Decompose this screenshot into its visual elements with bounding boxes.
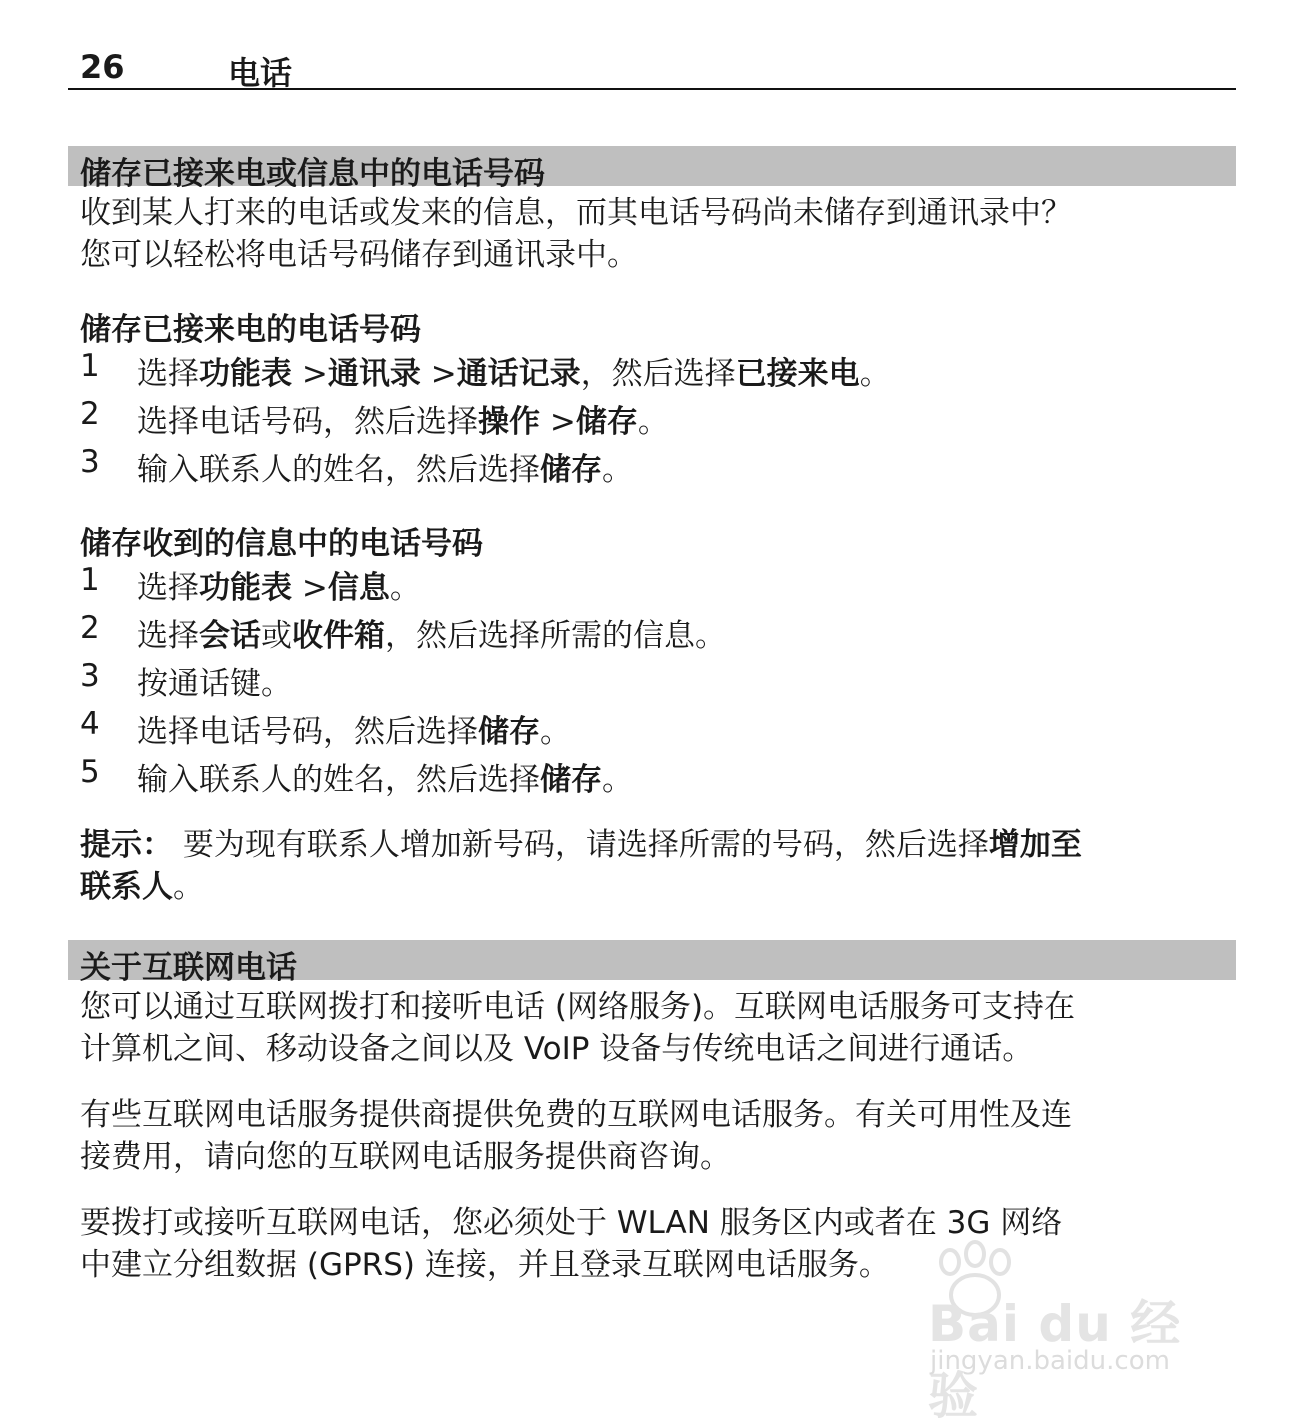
keyword: 储存 bbox=[540, 452, 602, 488]
step-number: 2 bbox=[80, 610, 100, 646]
tip-paragraph: 提示： 要为现有联系人增加新号码，请选择所需的号码，然后选择增加至 联系人。 bbox=[80, 827, 1082, 905]
intro-line-1: 收到某人打来的电话或发来的信息，而其电话号码尚未储存到通讯录中？ bbox=[80, 195, 1072, 231]
watermark-brand: Bai du 经验 bbox=[928, 1295, 1182, 1425]
step-number: 3 bbox=[80, 444, 100, 480]
keyword: 信息 bbox=[327, 570, 390, 606]
step-item bbox=[80, 444, 1230, 488]
step-number: 3 bbox=[80, 658, 100, 694]
paragraph: 要拨打或接听互联网电话，您必须处于 WLAN 服务区内或者在 3G 网络 中建立分组数据 (GPRS) 连接，并且登录互联网电话服务。 bbox=[80, 1205, 1063, 1283]
section-title: 关于互联网电话 bbox=[80, 950, 297, 986]
page-header bbox=[68, 44, 1236, 90]
step-text: 输入联系人的姓名，然后选择储存。 bbox=[137, 452, 633, 488]
keyword: 会话 bbox=[199, 618, 261, 654]
section-title: 储存已接来电或信息中的电话号码 bbox=[80, 156, 545, 192]
subheading-received-calls: 储存已接来电的电话号码 bbox=[80, 312, 421, 348]
keyword: 功能表 bbox=[199, 570, 292, 606]
step-text: 输入联系人的姓名，然后选择储存。 bbox=[137, 762, 633, 798]
keyword: 操作 bbox=[478, 404, 540, 440]
section-heading-save-number bbox=[68, 146, 1236, 192]
keyword: 通讯录 bbox=[327, 356, 421, 392]
keyword: 联系人 bbox=[80, 869, 173, 905]
step-text: 选择功能表 >信息。 bbox=[137, 570, 421, 606]
section-heading-internet-calls bbox=[68, 940, 1236, 986]
tip-text: 要为现有联系人增加新号码，请选择所需的号码，然后选择 bbox=[182, 827, 989, 863]
step-text: 选择功能表 >通讯录 >通话记录，然后选择已接来电。 bbox=[137, 356, 891, 392]
step-item bbox=[80, 348, 1230, 392]
intro-paragraph bbox=[80, 192, 1230, 276]
page-number: 26 bbox=[80, 48, 125, 86]
step-number: 2 bbox=[80, 396, 100, 432]
tip-label: 提示： bbox=[80, 827, 173, 863]
step-text: 选择电话号码，然后选择操作 >储存。 bbox=[137, 404, 669, 440]
keyword: 储存 bbox=[540, 762, 602, 798]
intro-line-2: 您可以轻松将电话号码储存到通讯录中。 bbox=[80, 237, 638, 273]
step-number: 1 bbox=[80, 348, 100, 384]
keyword: 功能表 bbox=[199, 356, 292, 392]
step-item bbox=[80, 396, 1230, 440]
step-number: 5 bbox=[80, 754, 100, 790]
paragraph: 您可以通过互联网拨打和接听电话 (网络服务)。互联网电话服务可支持在 计算机之间、移动设备之间以及 VoIP 设备与传统电话之间进行通话。 bbox=[80, 989, 1076, 1067]
step-item bbox=[80, 562, 1230, 606]
keyword: 储存 bbox=[575, 404, 638, 440]
step-item bbox=[80, 754, 1230, 798]
baidu-watermark bbox=[920, 1240, 1230, 1425]
step-item bbox=[80, 706, 1230, 750]
keyword: 增加至 bbox=[988, 827, 1082, 863]
chapter-title: 电话 bbox=[228, 54, 293, 92]
watermark-url: jingyan.baidu.com bbox=[930, 1346, 1170, 1376]
paragraph: 有些互联网电话服务提供商提供免费的互联网电话服务。有关可用性及连 接费用，请向您的互联网电话服务提供商咨询。 bbox=[80, 1097, 1072, 1175]
keyword: 已接来电 bbox=[735, 356, 860, 392]
subheading-received-messages: 储存收到的信息中的电话号码 bbox=[80, 526, 483, 562]
step-number: 1 bbox=[80, 562, 100, 598]
step-number: 4 bbox=[80, 706, 100, 742]
step-text: 选择电话号码，然后选择储存。 bbox=[137, 714, 571, 750]
step-text: 选择会话或收件箱，然后选择所需的信息。 bbox=[137, 618, 726, 654]
step-item bbox=[80, 658, 1230, 702]
step-text: 按通话键。 bbox=[137, 666, 292, 702]
keyword: 收件箱 bbox=[292, 618, 385, 654]
step-item bbox=[80, 610, 1230, 654]
keyword: 通话记录 bbox=[456, 356, 581, 392]
keyword: 储存 bbox=[478, 714, 540, 750]
